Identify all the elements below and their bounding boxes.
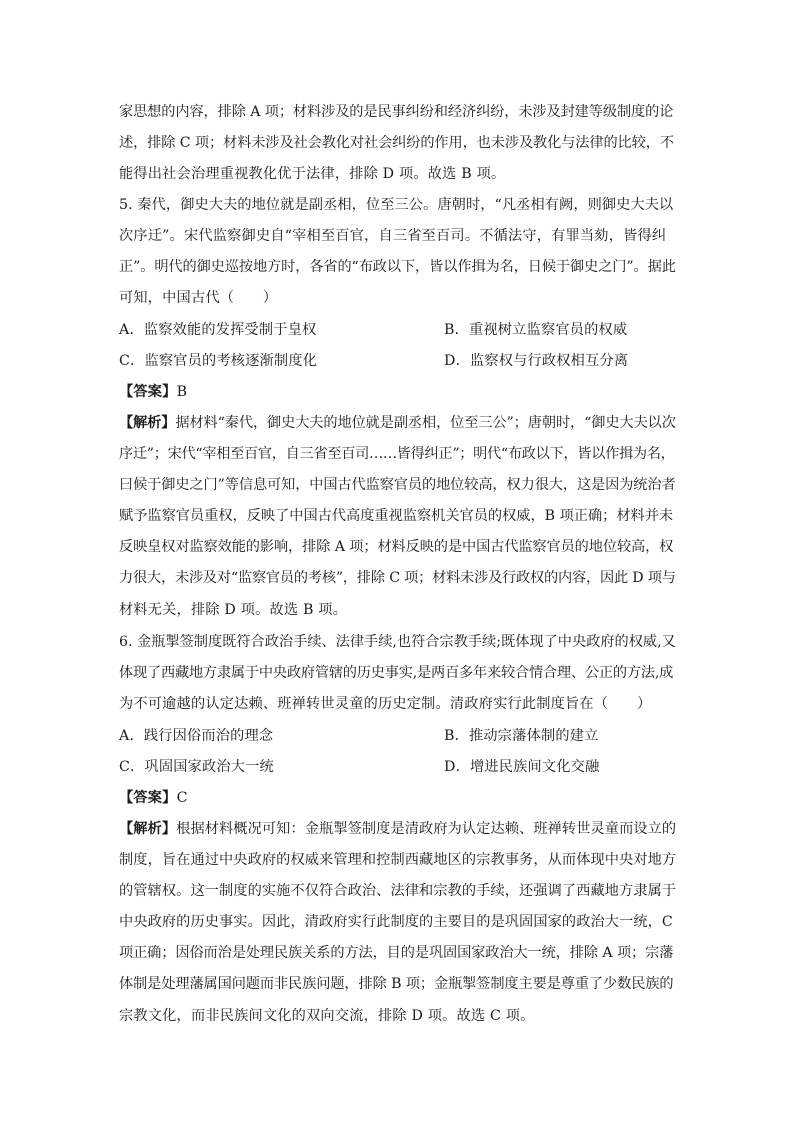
q6-analysis-line-6: 体制是处理藩属国问题而非民族问题，排除 B 项；金瓶掣签制度主要是尊重了少数民族的 [119,976,674,992]
q6-analysis-line-5: 项正确；因俗而治是处理民族关系的方法，目的是巩固国家政治大一统，排除 A 项；宗藩 [119,945,674,961]
q5-analysis-line-6: 力很大，未涉及对“监察官员的考核”，排除 C 项；材料未涉及行政权的内容，因此 D 项与 [119,570,676,586]
q6-stem-line-3: 为不可逾越的认定达赖、班禅转世灵童的历史定制。清政府实行此制度旨在（ ） [119,696,652,712]
q5-answer-value: B [176,384,188,400]
q5-analysis-text: 据材料“秦代，御史大夫的地位就是副丞相，位至三公”；唐朝时，“御史大夫以次 [175,415,676,431]
q6-option-b: B．推动宗藩体制的建立 [444,728,599,744]
q5-analysis-line-2: 序迁”；宋代“宰相至百官，自三省至百司……皆得纠正”；明代“布政以下，皆以作揖为名， [119,446,675,462]
q6-answer-label: 【答案】 [119,790,177,806]
q5-option-a: A．监察效能的发挥受制于皇权 [119,322,317,338]
q6-analysis-line-2: 制度，旨在通过中央政府的权威来管理和控制西藏地区的宗教事务，从而体现中央对地方 [119,852,677,868]
q5-analysis-line-1 [119,413,676,433]
q5-analysis-line-4: 赋予监察官员重权，反映了中国古代高度重视监察机关官员的权威，B 项正确；材料并未 [119,508,674,524]
q5-analysis-label: 【解析】 [119,415,176,431]
continuation-line-1: 家思想的内容，排除 A 项；材料涉及的是民事纠纷和经济纠纷，未涉及封建等级制度的论 [119,104,674,120]
q6-answer [119,788,188,808]
q5-analysis-line-3: 曰候于御史之门”等信息可知，中国古代监察官员的地位较高，权力很大，这是因为统治者 [119,477,676,493]
q5-stem-line-3: 正”。明代的御史巡按地方时，各省的“布政以下，皆以作揖为名，日候于御史之门”。据此 [119,259,676,275]
q6-analysis-line-1 [119,819,676,839]
q6-stem-line-1: 6. 金瓶掣签制度既符合政治手续、法律手续,也符合宗教手续;既体现了中央政府的权威,又 [119,634,676,650]
q5-stem-line-1: 5. 秦代，御史大夫的地位就是副丞相，位至三公。唐朝时，“凡丞相有阙，则御史大夫以 [119,197,674,213]
q5-analysis-line-5: 反映皇权对监察效能的影响，排除 A 项；材料反映的是中国古代监察官员的地位较高，权 [119,539,674,555]
q6-option-a: A．践行因俗而治的理念 [119,728,274,744]
q5-answer [119,382,187,402]
q5-option-c: C．监察官员的考核逐渐制度化 [119,353,318,369]
q6-analysis-line-3: 的管辖权。这一制度的实施不仅符合政治、法律和宗教的手续，还强调了西藏地方隶属于 [119,883,677,899]
continuation-line-2: 述，排除 C 项；材料未涉及社会教化对社会纠纷的作用，也未涉及教化与法律的比较，不 [119,135,674,151]
q6-analysis-line-4: 中央政府的历史事实。因此，清政府实行此制度的主要目的是巩固国家的政治大一统，C [119,914,673,930]
q5-stem-line-4: 可知，中国古代（ ） [119,290,278,306]
q5-analysis-line-7: 材料无关，排除 D 项。故选 B 项。 [119,602,348,618]
continuation-line-3: 能得出社会治理重视教化优于法律，排除 D 项。故选 B 项。 [119,166,506,182]
q5-answer-label: 【答案】 [119,384,177,400]
q6-analysis-label: 【解析】 [119,821,177,837]
q5-option-b: B．重视树立监察官员的权威 [444,322,628,338]
q6-option-c: C．巩固国家政治大一统 [119,759,274,775]
q6-answer-value: C [176,790,188,806]
q5-option-d: D．监察权与行政权相互分离 [444,353,629,369]
q6-analysis-text: 根据材料概况可知：金瓶掣签制度是清政府为认定达赖、班禅转世灵童而设立的 [176,821,677,837]
q6-analysis-line-7: 宗教文化，而非民族间文化的双向交流，排除 D 项。故选 C 项。 [119,1008,535,1024]
q6-stem-line-2: 体现了西藏地方隶属于中央政府管辖的历史事实,是两百多年来较合情合理、公正的方法,成 [119,665,674,681]
q5-stem-line-2: 次序迁”。宋代监察御史自“宰相至百官，自三省至百司。不循法守，有罪当劾，皆得纠 [119,228,667,244]
q6-option-d: D．增进民族间文化交融 [444,759,600,775]
